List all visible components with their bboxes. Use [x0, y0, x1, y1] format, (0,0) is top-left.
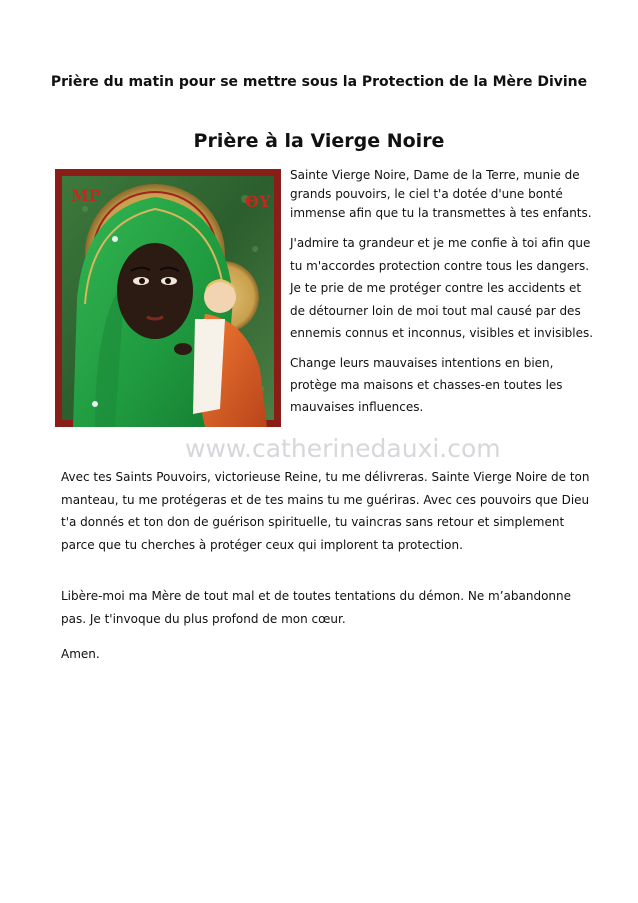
black-virgin-icon-image	[55, 169, 281, 427]
prayer-paragraph: J'admire ta grandeur et je me confie à toi afin que tu m'accordes protection contre tous les dangers. Je te prie de me protéger contre les accidents et de détourner loin de moi tout mal causé par des ennemis connus et inconnus, visibles et invisibles.	[290, 236, 594, 340]
prayer-paragraph: Change leurs mauvaises intentions en bien, protège ma maisons et chasses-en toutes les mauvaises influences.	[290, 355, 563, 414]
prayer-title: Prière à la Vierge Noire	[193, 130, 445, 152]
prayer-full-block	[61, 585, 591, 630]
prayer-closing: Amen.	[61, 647, 100, 661]
left-monogram: MP	[71, 186, 101, 205]
prayer-side-column	[290, 166, 595, 418]
watermark-text: www.catherinedauxi.com	[185, 434, 501, 463]
prayer-paragraph: Sainte Vierge Noire, Dame de la Terre, munie de grands pouvoirs, le ciel t'a dotée d'une bonté immense afin que tu la transmettes à tes enfants.	[290, 168, 592, 220]
prayer-full-block	[61, 643, 591, 666]
prayer-full-block	[61, 466, 591, 556]
prayer-paragraph: Avec tes Saints Pouvoirs, victorieuse Reine, tu me délivreras. Sainte Vierge Noire de ton manteau, tu me protégeras et de tes mains tu me guériras. Avec ces pouvoirs que Dieu t'a donnés et ton don de guérison spirituelle, tu vaincras sans retour et simplement parce que tu cherches à protéger ceux qui implorent ta protection.	[61, 470, 590, 552]
prayer-paragraph: Libère-moi ma Mère de tout mal et de toutes tentations du démon. Ne m’abandonne pas. Je t'invoque du plus profond de mon cœur.	[61, 589, 572, 626]
document-title: Prière du matin pour se mettre sous la Protection de la Mère Divine	[50, 74, 588, 90]
right-monogram: ΘY	[245, 192, 271, 211]
